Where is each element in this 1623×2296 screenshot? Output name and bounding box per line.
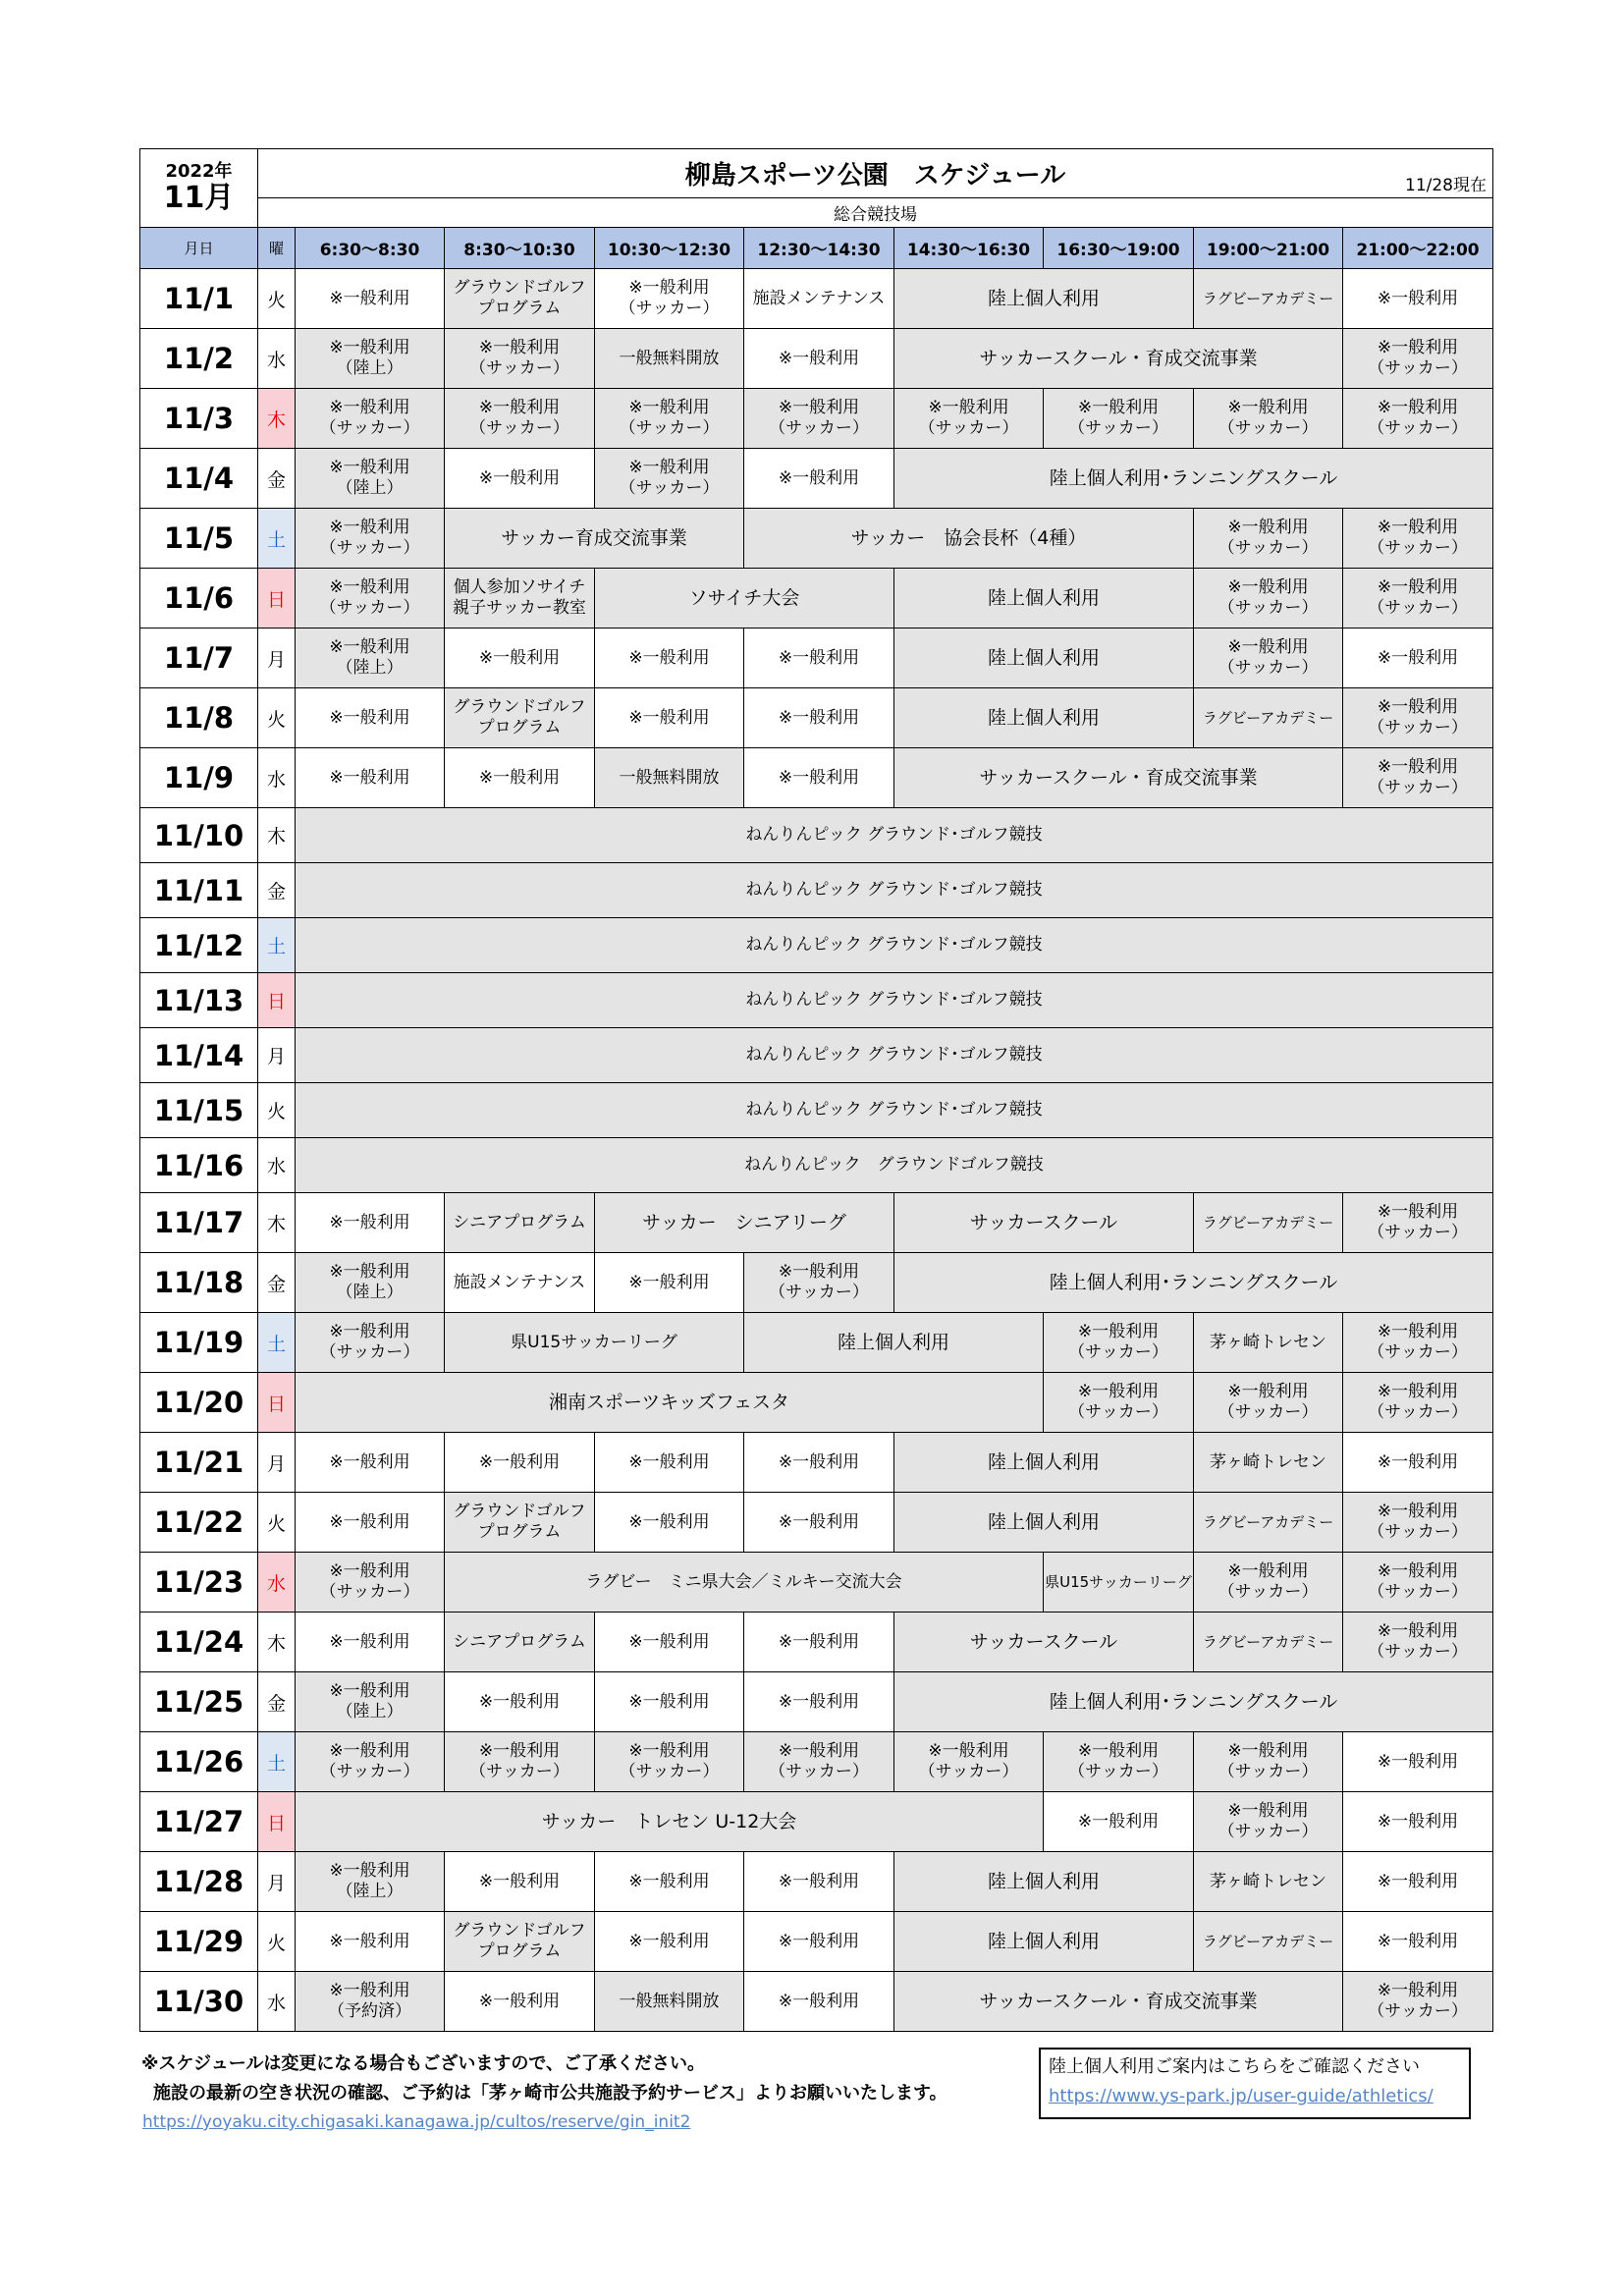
schedule-cell: ラグビーアカデミー (1194, 1493, 1343, 1553)
schedule-row (140, 1912, 1493, 1972)
schedule-cell: ※一般利用 （サッカー） (296, 509, 445, 569)
schedule-cell: ※一般利用 (445, 1852, 595, 1912)
schedule-cell: ※一般利用 （サッカー） (1044, 1373, 1194, 1433)
date-cell: 11/1 (140, 269, 258, 329)
schedule-cell: 陸上個人利用･ランニングスクール (894, 1253, 1493, 1313)
weekday-cell: 水 (258, 1553, 296, 1613)
schedule-cell: ラグビーアカデミー (1194, 1912, 1343, 1972)
schedule-row (140, 1553, 1493, 1613)
schedule-row (140, 449, 1493, 509)
schedule-row (140, 688, 1493, 748)
time-slot-header-cell: 12:30～14:30 (744, 228, 894, 269)
schedule-table (139, 148, 1493, 2032)
schedule-cell: ※一般利用 （サッカー） (1343, 569, 1493, 629)
schedule-cell: 施設メンテナンス (744, 269, 894, 329)
athletics-info-text: 陸上個人利用ご案内はこちらをご確認ください (1049, 2056, 1420, 2077)
schedule-cell: ※一般利用 （サッカー） (1194, 629, 1343, 688)
weekday-cell: 火 (258, 1912, 296, 1972)
schedule-cell: ※一般利用 （陸上） (296, 1253, 445, 1313)
as-of-date: 11/28現在 (1405, 176, 1487, 195)
date-cell: 11/16 (140, 1138, 258, 1193)
schedule-cell: ※一般利用 (744, 1912, 894, 1972)
schedule-cell: 陸上個人利用 (894, 1433, 1194, 1493)
weekday-cell: 火 (258, 269, 296, 329)
schedule-cell: ※一般利用 (296, 269, 445, 329)
schedule-cell: ※一般利用 (445, 748, 595, 808)
schedule-row (140, 1138, 1493, 1193)
weekday-cell: 火 (258, 1083, 296, 1138)
date-cell: 11/8 (140, 688, 258, 748)
schedule-row (140, 1493, 1493, 1553)
schedule-cell: ※一般利用 （サッカー） (1194, 389, 1343, 449)
schedule-cell: ※一般利用 (1343, 1732, 1493, 1792)
schedule-cell: 一般無料開放 (595, 329, 744, 389)
schedule-cell: ねんりんピック グラウンド･ゴルフ競技 (296, 918, 1493, 973)
weekday-cell: 火 (258, 688, 296, 748)
date-cell: 11/28 (140, 1852, 258, 1912)
schedule-cell: 施設メンテナンス (445, 1253, 595, 1313)
weekday-cell: 金 (258, 863, 296, 918)
schedule-row (140, 1672, 1493, 1732)
time-slot-header-cell: 10:30～12:30 (595, 228, 744, 269)
weekday-cell: 木 (258, 389, 296, 449)
date-cell: 11/3 (140, 389, 258, 449)
weekday-cell: 水 (258, 1138, 296, 1193)
time-slot-header-cell: 19:00～21:00 (1194, 228, 1343, 269)
schedule-cell: ※一般利用 （サッカー） (296, 1553, 445, 1613)
date-cell: 11/21 (140, 1433, 258, 1493)
year-label: 2022年 (165, 160, 233, 182)
schedule-cell: 一般無料開放 (595, 748, 744, 808)
weekday-cell: 水 (258, 329, 296, 389)
schedule-cell: ※一般利用 （サッカー） (296, 389, 445, 449)
schedule-cell: サッカー トレセン U-12大会 (296, 1792, 1044, 1852)
schedule-cell: ※一般利用 (744, 688, 894, 748)
schedule-cell: ※一般利用 （サッカー） (445, 329, 595, 389)
weekday-cell: 金 (258, 449, 296, 509)
schedule-row (140, 329, 1493, 389)
schedule-cell: ※一般利用 （サッカー） (1044, 389, 1194, 449)
schedule-row (140, 1852, 1493, 1912)
athletics-info-link[interactable]: https://www.ys-park.jp/user-guide/athletics/ (1049, 2086, 1434, 2106)
schedule-cell: サッカー育成交流事業 (445, 509, 744, 569)
schedule-cell: ※一般利用 （サッカー） (744, 1732, 894, 1792)
schedule-cell: ※一般利用 （サッカー） (1194, 1373, 1343, 1433)
day-column-header: 曜 (258, 228, 296, 269)
schedule-cell: ※一般利用 (744, 629, 894, 688)
schedule-cell: ※一般利用 (744, 329, 894, 389)
schedule-cell: ※一般利用 （サッカー） (445, 389, 595, 449)
schedule-cell: ※一般利用 （サッカー） (1343, 389, 1493, 449)
weekday-cell: 木 (258, 808, 296, 863)
date-cell: 11/18 (140, 1253, 258, 1313)
page-title: 柳島スポーツ公園 スケジュール (684, 161, 1066, 191)
weekday-cell: 月 (258, 1028, 296, 1083)
date-cell: 11/6 (140, 569, 258, 629)
schedule-cell: 陸上個人利用 (894, 1493, 1194, 1553)
weekday-cell: 金 (258, 1672, 296, 1732)
schedule-cell: ※一般利用 （サッカー） (445, 1732, 595, 1792)
schedule-cell: ※一般利用 （サッカー） (1194, 1732, 1343, 1792)
schedule-cell: ※一般利用 （サッカー） (744, 1253, 894, 1313)
date-cell: 11/11 (140, 863, 258, 918)
time-slot-header-cell: 16:30～19:00 (1044, 228, 1194, 269)
schedule-cell: ※一般利用 （サッカー） (1343, 748, 1493, 808)
weekday-cell: 日 (258, 1792, 296, 1852)
weekday-cell: 火 (258, 1493, 296, 1553)
schedule-cell: ※一般利用 (445, 449, 595, 509)
date-cell: 11/2 (140, 329, 258, 389)
schedule-cell: サッカースクール (894, 1613, 1194, 1672)
schedule-cell: ※一般利用 （サッカー） (1343, 1493, 1493, 1553)
weekday-cell: 木 (258, 1193, 296, 1253)
schedule-cell: ねんりんピック グラウンド･ゴルフ競技 (296, 808, 1493, 863)
schedule-cell: 陸上個人利用･ランニングスクール (894, 449, 1493, 509)
schedule-cell: ※一般利用 （サッカー） (595, 269, 744, 329)
schedule-cell: ※一般利用 （陸上） (296, 449, 445, 509)
date-cell: 11/4 (140, 449, 258, 509)
schedule-cell: ※一般利用 (296, 1613, 445, 1672)
schedule-cell: 茅ヶ崎トレセン (1194, 1852, 1343, 1912)
schedule-cell: ※一般利用 （サッカー） (296, 1313, 445, 1373)
date-cell: 11/24 (140, 1613, 258, 1672)
weekday-cell: 土 (258, 509, 296, 569)
weekday-cell: 月 (258, 629, 296, 688)
schedule-cell: グラウンドゴルフ プログラム (445, 1493, 595, 1553)
date-cell: 11/20 (140, 1373, 258, 1433)
schedule-cell: 県U15サッカーリーグ (445, 1313, 744, 1373)
schedule-row (140, 1083, 1493, 1138)
time-slot-header-cell: 14:30～16:30 (894, 228, 1044, 269)
schedule-row (140, 1792, 1493, 1852)
schedule-cell: 茅ヶ崎トレセン (1194, 1313, 1343, 1373)
date-cell: 11/15 (140, 1083, 258, 1138)
date-cell: 11/12 (140, 918, 258, 973)
schedule-cell: 陸上個人利用 (894, 269, 1194, 329)
schedule-cell: ※一般利用 (296, 748, 445, 808)
schedule-cell: サッカースクール (894, 1193, 1194, 1253)
weekday-cell: 月 (258, 1433, 296, 1493)
schedule-row (140, 1433, 1493, 1493)
date-cell: 11/5 (140, 509, 258, 569)
date-cell: 11/23 (140, 1553, 258, 1613)
schedule-cell: ※一般利用 （サッカー） (595, 1732, 744, 1792)
schedule-cell: グラウンドゴルフ プログラム (445, 1912, 595, 1972)
schedule-cell: ※一般利用 (744, 748, 894, 808)
date-cell: 11/26 (140, 1732, 258, 1792)
schedule-cell: ※一般利用 （陸上） (296, 329, 445, 389)
schedule-cell: ラグビーアカデミー (1194, 1613, 1343, 1672)
schedule-cell: ※一般利用 (595, 629, 744, 688)
schedule-row (140, 863, 1493, 918)
schedule-row (140, 569, 1493, 629)
time-slot-header (140, 228, 1493, 269)
schedule-row (140, 509, 1493, 569)
time-slot-header-cell: 8:30～10:30 (445, 228, 595, 269)
schedule-cell: ※一般利用 (595, 1433, 744, 1493)
schedule-cell: グラウンドゴルフ プログラム (445, 269, 595, 329)
schedule-row (140, 808, 1493, 863)
month-cell (140, 149, 258, 228)
schedule-cell: ※一般利用 (744, 1972, 894, 2032)
schedule-cell: ※一般利用 (595, 1852, 744, 1912)
schedule-cell: 県U15サッカーリーグ (1044, 1553, 1194, 1613)
schedule-cell: ※一般利用 (1343, 1912, 1493, 1972)
date-cell: 11/13 (140, 973, 258, 1028)
schedule-cell: ※一般利用 (1343, 269, 1493, 329)
schedule-cell: 個人参加ソサイチ 親子サッカー教室 (445, 569, 595, 629)
schedule-cell: ※一般利用 （陸上） (296, 629, 445, 688)
schedule-cell: ※一般利用 (296, 688, 445, 748)
schedule-cell: ※一般利用 (595, 688, 744, 748)
schedule-cell: ※一般利用 (744, 1672, 894, 1732)
schedule-cell: ※一般利用 （陸上） (296, 1852, 445, 1912)
schedule-cell: ※一般利用 （サッカー） (296, 569, 445, 629)
schedule-cell: 一般無料開放 (595, 1972, 744, 2032)
weekday-cell: 土 (258, 918, 296, 973)
date-cell: 11/27 (140, 1792, 258, 1852)
schedule-cell: ※一般利用 (1044, 1792, 1194, 1852)
weekday-cell: 日 (258, 569, 296, 629)
time-slot-header-cell: 21:00～22:00 (1343, 228, 1493, 269)
schedule-row (140, 973, 1493, 1028)
schedule-cell: 陸上個人利用 (894, 629, 1194, 688)
schedule-cell: ラグビーアカデミー (1194, 1193, 1343, 1253)
weekday-cell: 日 (258, 973, 296, 1028)
weekday-cell: 木 (258, 1613, 296, 1672)
schedule-cell: ※一般利用 （サッカー） (595, 389, 744, 449)
weekday-cell: 水 (258, 1972, 296, 2032)
schedule-cell: 茅ヶ崎トレセン (1194, 1433, 1343, 1493)
schedule-cell: ねんりんピック グラウンド･ゴルフ競技 (296, 1083, 1493, 1138)
schedule-cell: ※一般利用 (445, 1433, 595, 1493)
schedule-cell: 陸上個人利用 (894, 688, 1194, 748)
schedule-cell: ※一般利用 (296, 1433, 445, 1493)
schedule-cell: ※一般利用 （サッカー） (1343, 1193, 1493, 1253)
schedule-cell: サッカー 協会長杯（4種） (744, 509, 1194, 569)
date-cell: 11/9 (140, 748, 258, 808)
schedule-row (140, 1193, 1493, 1253)
schedule-cell: ※一般利用 （サッカー） (1343, 329, 1493, 389)
schedule-cell: ※一般利用 (1343, 1792, 1493, 1852)
schedule-cell: ※一般利用 (445, 629, 595, 688)
footer-notes (141, 2050, 947, 2108)
schedule-cell: ※一般利用 （サッカー） (744, 389, 894, 449)
schedule-cell: ※一般利用 （サッカー） (595, 449, 744, 509)
schedule-cell: 陸上個人利用･ランニングスクール (894, 1672, 1493, 1732)
schedule-cell: ※一般利用 （陸上） (296, 1672, 445, 1732)
date-cell: 11/29 (140, 1912, 258, 1972)
schedule-row (140, 389, 1493, 449)
schedule-cell: ※一般利用 (1343, 629, 1493, 688)
schedule-cell: ※一般利用 (296, 1193, 445, 1253)
date-cell: 11/17 (140, 1193, 258, 1253)
schedule-cell: シニアプログラム (445, 1193, 595, 1253)
schedule-cell: ※一般利用 (595, 1493, 744, 1553)
athletics-info-box (1039, 2048, 1471, 2119)
schedule-cell: ※一般利用 （サッカー） (1343, 1313, 1493, 1373)
date-cell: 11/30 (140, 1972, 258, 2032)
schedule-cell: ※一般利用 （サッカー） (1343, 1553, 1493, 1613)
reservation-link[interactable]: https://yoyaku.city.chigasaki.kanagawa.jp/cultos/reserve/gin_init2 (142, 2112, 691, 2132)
schedule-cell: サッカースクール・育成交流事業 (894, 748, 1343, 808)
schedule-row (140, 629, 1493, 688)
schedule-cell: ※一般利用 (445, 1672, 595, 1732)
schedule-cell: ※一般利用 （サッカー） (1194, 1792, 1343, 1852)
schedule-row (140, 918, 1493, 973)
schedule-cell: ※一般利用 (744, 1493, 894, 1553)
schedule-cell: サッカースクール・育成交流事業 (894, 1972, 1343, 2032)
schedule-cell: ※一般利用 (296, 1493, 445, 1553)
schedule-cell: ※一般利用 （サッカー） (894, 1732, 1044, 1792)
schedule-cell: ※一般利用 （サッカー） (1044, 1732, 1194, 1792)
schedule-cell: ラグビー ミニ県大会／ミルキー交流大会 (445, 1553, 1044, 1613)
schedule-cell: シニアプログラム (445, 1613, 595, 1672)
schedule-cell: ※一般利用 (296, 1912, 445, 1972)
schedule-cell: 陸上個人利用 (894, 1852, 1194, 1912)
schedule-cell: ※一般利用 (744, 1433, 894, 1493)
schedule-cell: ※一般利用 (595, 1672, 744, 1732)
schedule-cell: ※一般利用 （サッカー） (1194, 1553, 1343, 1613)
date-cell: 11/7 (140, 629, 258, 688)
reservation-notice: 施設の最新の空き状況の確認、ご予約は「茅ヶ崎市公共施設予約サービス」よりお願いいたします。 (153, 2083, 947, 2104)
schedule-cell: サッカースクール・育成交流事業 (894, 329, 1343, 389)
venue-label: 総合競技場 (258, 198, 1493, 228)
weekday-cell: 水 (258, 748, 296, 808)
schedule-cell: ねんりんピック グラウンドゴルフ競技 (296, 1138, 1493, 1193)
schedule-cell: ねんりんピック グラウンド･ゴルフ競技 (296, 973, 1493, 1028)
schedule-cell: ※一般利用 （サッカー） (1343, 688, 1493, 748)
schedule-cell: ねんりんピック グラウンド･ゴルフ競技 (296, 1028, 1493, 1083)
date-column-header: 月日 (140, 228, 258, 269)
schedule-row (140, 1613, 1493, 1672)
schedule-cell: ラグビーアカデミー (1194, 688, 1343, 748)
schedule-cell: 陸上個人利用 (744, 1313, 1044, 1373)
schedule-cell: ※一般利用 (445, 1972, 595, 2032)
schedule-row (140, 1028, 1493, 1083)
schedule-cell: 陸上個人利用 (894, 1912, 1194, 1972)
schedule-cell: ※一般利用 （サッカー） (1044, 1313, 1194, 1373)
weekday-cell: 土 (258, 1732, 296, 1792)
schedule-row (140, 1972, 1493, 2032)
schedule-cell: ※一般利用 （サッカー） (1194, 509, 1343, 569)
schedule-cell: ※一般利用 （サッカー） (1343, 1373, 1493, 1433)
schedule-row (140, 1313, 1493, 1373)
schedule-cell: ※一般利用 (744, 1613, 894, 1672)
schedule-cell: ねんりんピック グラウンド･ゴルフ競技 (296, 863, 1493, 918)
schedule-row (140, 1253, 1493, 1313)
schedule-cell: ※一般利用 （サッカー） (296, 1732, 445, 1792)
weekday-cell: 月 (258, 1852, 296, 1912)
schedule-cell: グラウンドゴルフ プログラム (445, 688, 595, 748)
schedule-cell: ※一般利用 (744, 1852, 894, 1912)
date-cell: 11/10 (140, 808, 258, 863)
schedule-cell: ※一般利用 (595, 1912, 744, 1972)
date-cell: 11/19 (140, 1313, 258, 1373)
change-notice: ※スケジュールは変更になる場合もございますので、ご了承ください。 (141, 2053, 706, 2074)
weekday-cell: 土 (258, 1313, 296, 1373)
schedule-cell: サッカー シニアリーグ (595, 1193, 894, 1253)
date-cell: 11/14 (140, 1028, 258, 1083)
schedule-cell: ソサイチ大会 (595, 569, 894, 629)
title-cell (258, 149, 1493, 198)
schedule-cell: ※一般利用 (1343, 1433, 1493, 1493)
schedule-cell: 湘南スポーツキッズフェスタ (296, 1373, 1044, 1433)
schedule-row (140, 1373, 1493, 1433)
date-cell: 11/25 (140, 1672, 258, 1732)
time-slot-header-cell: 6:30～8:30 (296, 228, 445, 269)
schedule-cell: ※一般利用 （サッカー） (1194, 569, 1343, 629)
schedule-cell: ※一般利用 （サッカー） (894, 389, 1044, 449)
schedule-cell: ※一般利用 （サッカー） (1343, 509, 1493, 569)
schedule-cell: ※一般利用 （サッカー） (1343, 1613, 1493, 1672)
schedule-cell: 陸上個人利用 (894, 569, 1194, 629)
schedule-cell: ※一般利用 （サッカー） (1343, 1972, 1493, 2032)
date-cell: 11/22 (140, 1493, 258, 1553)
month-label: 11月 (163, 180, 235, 215)
schedule-cell: ※一般利用 （予約済） (296, 1972, 445, 2032)
weekday-cell: 日 (258, 1373, 296, 1433)
weekday-cell: 金 (258, 1253, 296, 1313)
schedule-cell: ※一般利用 (595, 1253, 744, 1313)
schedule-row (140, 1732, 1493, 1792)
schedule-row (140, 748, 1493, 808)
schedule-cell: ラグビーアカデミー (1194, 269, 1343, 329)
schedule-cell: ※一般利用 (1343, 1852, 1493, 1912)
schedule-cell: ※一般利用 (744, 449, 894, 509)
schedule-row (140, 269, 1493, 329)
schedule-cell: ※一般利用 (595, 1613, 744, 1672)
